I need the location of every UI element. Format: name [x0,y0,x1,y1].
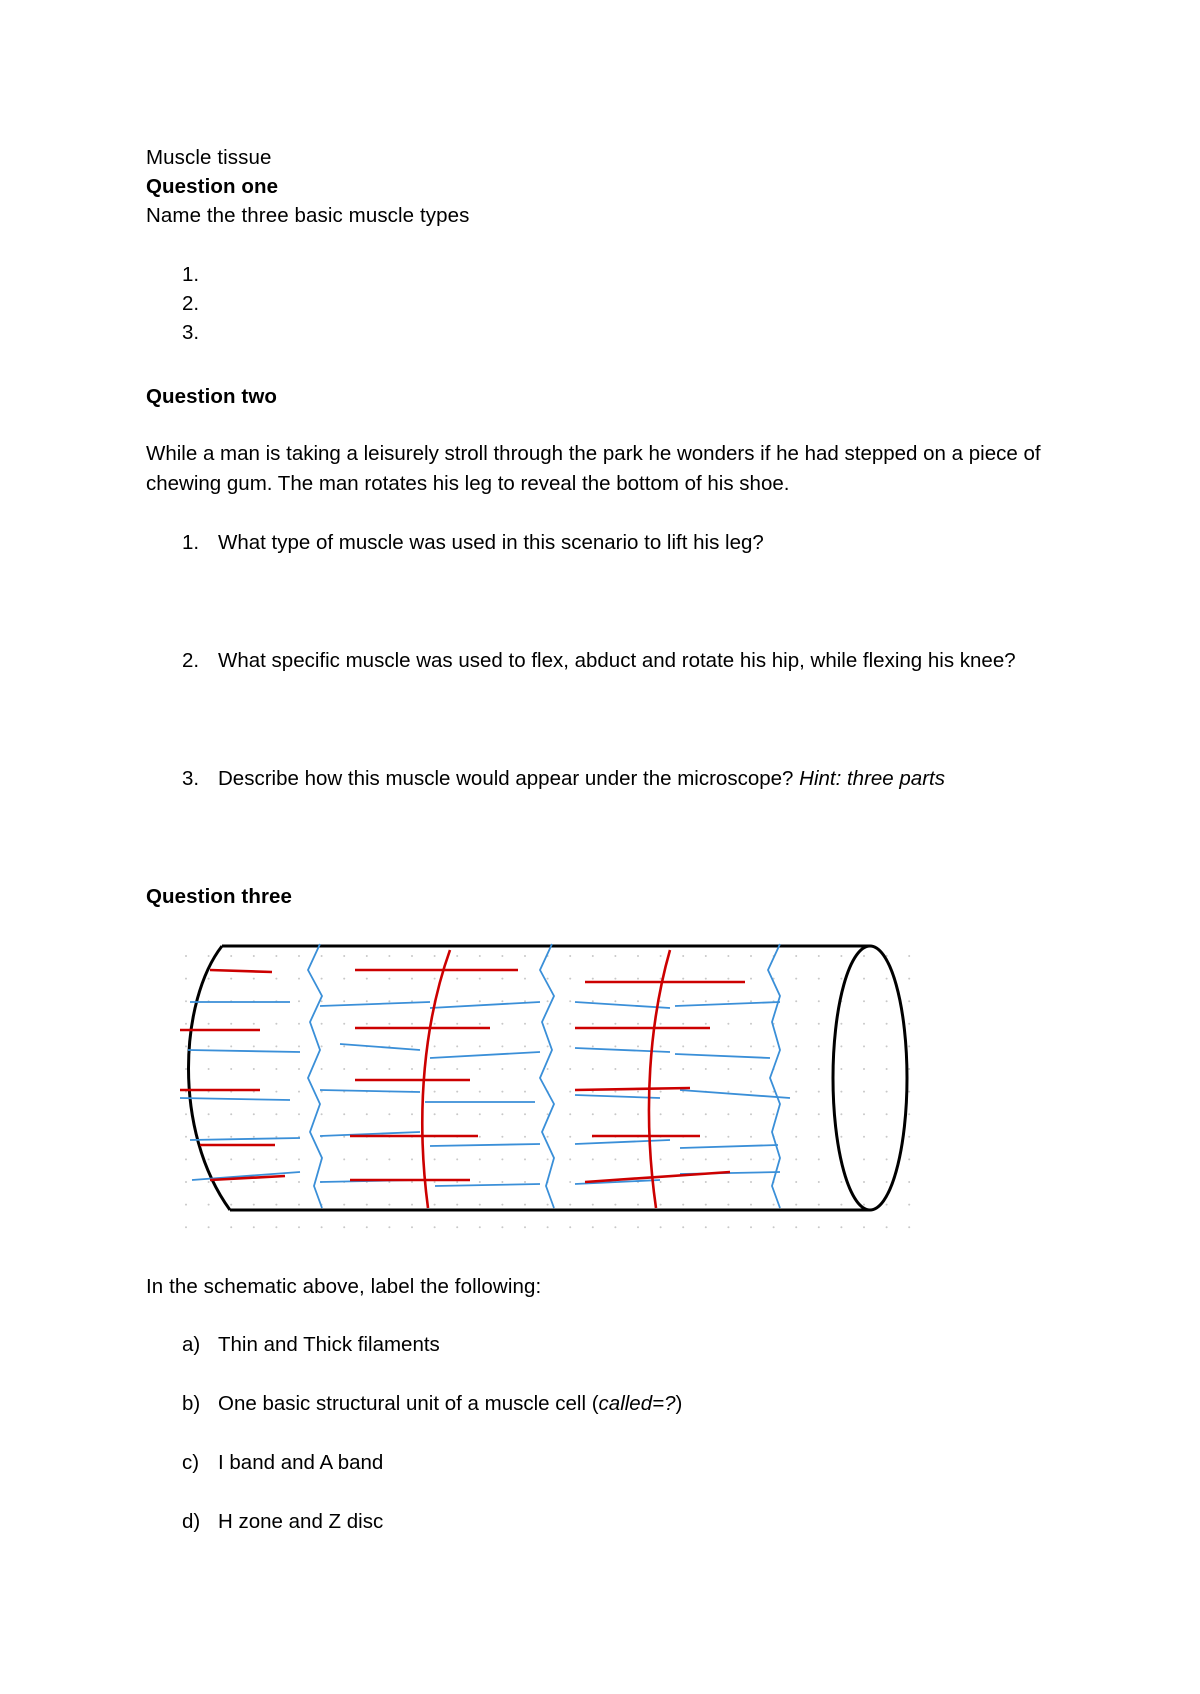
answer-number: 3. [182,321,200,344]
item-number: 3. [182,767,200,790]
item-number: 2. [182,649,200,672]
item-text: H zone and Z disc [218,1510,384,1533]
muscle-fiber-schematic [180,940,920,1240]
item-text: I band and A band [218,1451,384,1474]
item-text: What specific muscle was used to flex, abduct and rotate his hip, while flexing his knee? [218,649,1016,672]
item-letter: a) [182,1333,201,1356]
item-text: What type of muscle was used in this scenario to lift his leg? [218,531,764,554]
item-text: One basic structural unit of a muscle cell (called=?) [218,1392,683,1415]
doc-title: Muscle tissue [146,146,272,169]
item-number: 1. [182,531,200,554]
item-letter: b) [182,1392,201,1415]
answer-number: 2. [182,292,200,315]
question-one-prompt: Name the three basic muscle types [146,204,470,227]
item-letter: d) [182,1510,201,1533]
item-letter: c) [182,1451,200,1474]
z-lines [308,944,780,1208]
thin-filaments [180,1002,790,1186]
item-text: Thin and Thick filaments [218,1333,440,1356]
item-text: Describe how this muscle would appear under the microscope? Hint: three parts [218,767,945,790]
hint-text: Hint: three parts [799,767,945,790]
question-three-heading: Question three [146,885,293,908]
question-one-heading: Question one [146,175,279,198]
question-two-heading: Question two [146,385,278,408]
question-two-scenario: While a man is taking a leisurely stroll through the park he wonders if he had stepped on a piece of chewing gum. The man rotates his leg to reveal the bottom of his shoe. [146,442,1041,495]
answer-number: 1. [182,263,200,286]
question-three-instruction: In the schematic above, label the following: [146,1275,542,1298]
